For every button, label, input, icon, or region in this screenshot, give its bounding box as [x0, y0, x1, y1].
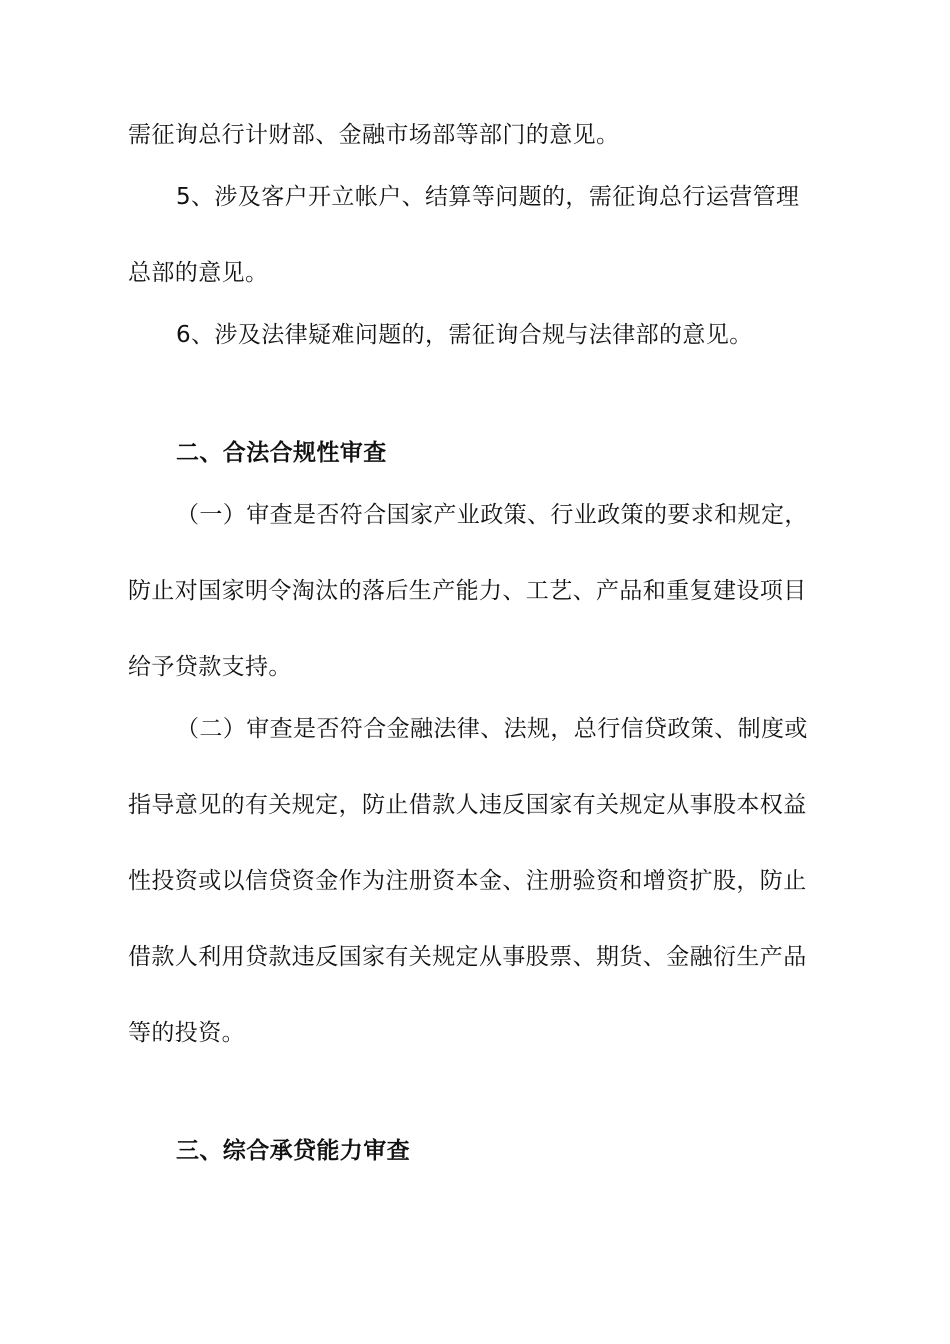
paragraph-line: 借款人利用贷款违反国家有关规定从事股票、期货、金融衍生产品 — [128, 944, 807, 970]
paragraph-line: 需征询总行计财部、金融市场部等部门的意见。 — [128, 122, 620, 148]
paragraph-line: （二）审查是否符合金融法律、法规，总行信贷政策、制度或 — [176, 716, 808, 742]
paragraph-line: 性投资或以信贷资金作为注册资本金、注册验资和增资扩股，防止 — [128, 868, 807, 894]
section-heading: 二、合法合规性审查 — [176, 440, 387, 466]
paragraph-line: 5、涉及客户开立帐户、结算等问题的，需征询总行运营管理 — [176, 184, 800, 210]
paragraph-line: 指导意见的有关规定，防止借款人违反国家有关规定从事股本权益 — [128, 792, 807, 818]
section-heading: 三、综合承贷能力审查 — [176, 1138, 410, 1164]
paragraph-line: 总部的意见。 — [128, 260, 269, 286]
paragraph-line: 给予贷款支持。 — [128, 654, 292, 680]
paragraph-line: （一）审查是否符合国家产业政策、行业政策的要求和规定， — [176, 502, 808, 528]
paragraph-line: 等的投资。 — [128, 1020, 245, 1046]
paragraph-line: 防止对国家明令淘汰的落后生产能力、工艺、产品和重复建设项目 — [128, 578, 807, 604]
paragraph-line: 6、涉及法律疑难问题的，需征询合规与法律部的意见。 — [176, 322, 753, 348]
